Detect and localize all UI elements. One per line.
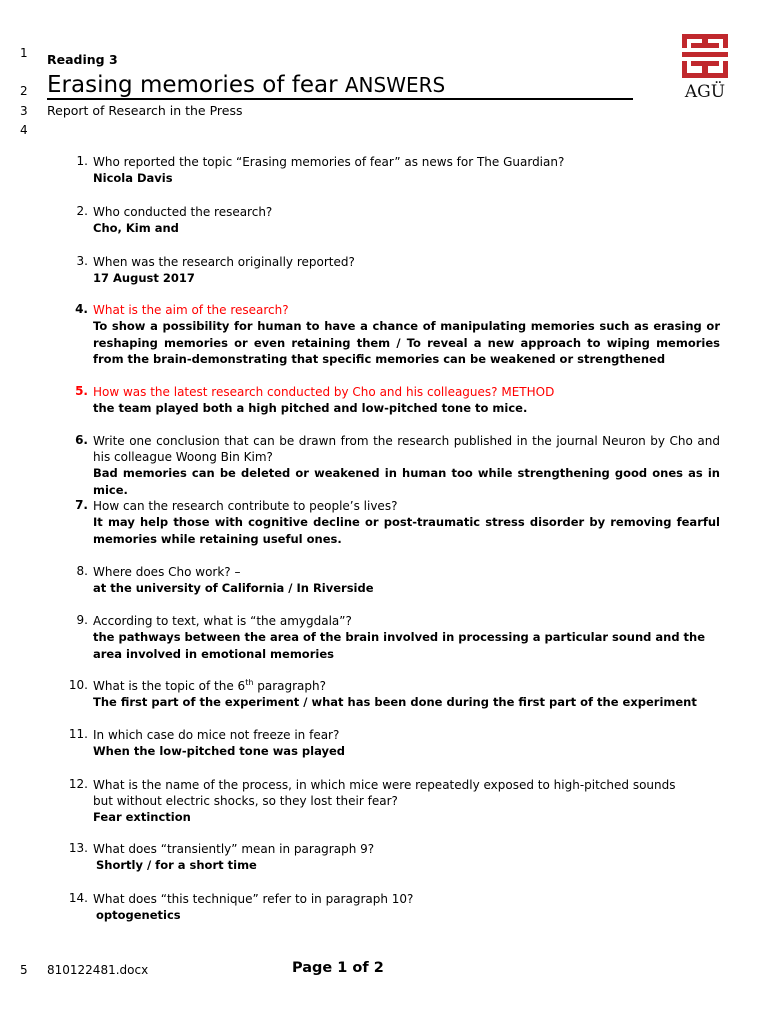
- question-number: 1.: [76, 154, 88, 168]
- question-text: What is the name of the process, in which mice were repeatedly exposed to high-pitched sounds but without electric shocks, so they lost their fear?: [93, 778, 676, 808]
- answer-text: When the low-pitched tone was played: [93, 744, 346, 758]
- logo-text: AGÜ: [684, 82, 726, 102]
- line-number-2: 2: [20, 84, 28, 98]
- question-number: 2.: [76, 204, 88, 218]
- question-text: Who conducted the research?: [93, 205, 273, 219]
- answer-text: the pathways between the area of the brain involved in processing a particular sound and the area involved in emotional memories: [93, 630, 706, 661]
- question-8: [60, 564, 720, 597]
- question-4: [60, 302, 720, 368]
- question-text: When was the research originally reported?: [93, 255, 355, 269]
- question-number: 5.: [75, 384, 88, 398]
- title-answers: ANSWERS: [344, 73, 446, 97]
- answer-text: Nicola Davis: [93, 171, 173, 185]
- answer-text: It may help those with cognitive decline or post-traumatic stress disorder by removing fearful memories while retaining useful ones.: [93, 515, 720, 546]
- question-text-part: paragraph?: [253, 679, 326, 693]
- question-1: [60, 154, 720, 187]
- line-number-1: 1: [20, 46, 28, 60]
- question-9: [60, 613, 720, 662]
- question-number: 8.: [76, 564, 88, 578]
- question-2: [60, 204, 720, 237]
- footer-filename: 810122481.docx: [47, 963, 149, 977]
- question-text: Who reported the topic “Erasing memories of fear” as news for The Guardian?: [93, 155, 565, 169]
- question-text: Where does Cho work? –: [93, 565, 241, 579]
- question-number: 10.: [68, 678, 88, 692]
- subtitle: Report of Research in the Press: [47, 103, 243, 118]
- title-main: Erasing memories of fear: [47, 72, 338, 98]
- question-text: What is the aim of the research?: [93, 303, 289, 317]
- question-5: [60, 384, 720, 417]
- question-text: What does “transiently” mean in paragraph 9?: [93, 842, 375, 856]
- question-text: How can the research contribute to people’s lives?: [93, 499, 398, 513]
- answer-text: The first part of the experiment / what has been done during the first part of the experiment: [93, 695, 697, 709]
- question-number: 6.: [75, 433, 88, 447]
- ordinal-superscript: th: [245, 678, 254, 687]
- question-12: [60, 777, 720, 826]
- question-number: 9.: [76, 613, 88, 627]
- agu-logo: [680, 32, 730, 102]
- answer-text: optogenetics: [96, 908, 181, 922]
- question-text-part: What is the topic of the 6: [93, 679, 246, 693]
- question-text: [93, 678, 720, 694]
- question-text: What does “this technique” refer to in paragraph 10?: [93, 892, 414, 906]
- question-10: [60, 678, 720, 711]
- answer-text: Shortly / for a short time: [96, 858, 257, 872]
- question-number: 14.: [68, 891, 88, 905]
- footer-page-number: [292, 960, 384, 976]
- question-13: [60, 841, 720, 874]
- answer-text: Cho, Kim and: [93, 221, 179, 235]
- line-number-4: 4: [20, 123, 28, 137]
- question-text: According to text, what is “the amygdala”?: [93, 614, 352, 628]
- question-number: 3.: [76, 254, 88, 268]
- answer-text: Bad memories can be deleted or weakened in human too while strengthening good ones as in mice.: [93, 466, 720, 497]
- answer-text: To show a possibility for human to have a chance of manipulating memories such as erasing or reshaping memories or even retaining them / To reveal a new approach to wiping memories from the brain-demonstrating that specific memories can be weakened or strengthened: [93, 319, 720, 366]
- question-number: 11.: [68, 727, 88, 741]
- agu-logo-mark: [680, 32, 730, 80]
- answer-text: 17 August 2017: [93, 271, 195, 285]
- answer-text: at the university of California / In Riverside: [93, 581, 374, 595]
- question-7: [60, 498, 720, 547]
- question-text: In which case do mice not freeze in fear?: [93, 728, 340, 742]
- question-number: 7.: [75, 498, 88, 512]
- answer-text: the team played both a high pitched and low-pitched tone to mice.: [93, 401, 528, 415]
- question-3: [60, 254, 720, 287]
- question-number: 12.: [68, 777, 88, 791]
- question-14: [60, 891, 720, 924]
- page-title: [47, 72, 633, 100]
- question-number: 13.: [68, 841, 88, 855]
- line-number-5: 5: [20, 963, 28, 977]
- question-11: [60, 727, 720, 760]
- question-text: Write one conclusion that can be drawn from the research published in the journal Neuron by Cho and his colleague Woong Bin Kim?: [93, 434, 720, 464]
- line-number-3: 3: [20, 104, 28, 118]
- question-text: How was the latest research conducted by Cho and his colleagues? METHOD: [93, 385, 555, 399]
- page-indicator: Page 1 of 2: [292, 960, 384, 976]
- question-number: 4.: [75, 302, 88, 316]
- question-6: [60, 433, 720, 498]
- reading-label: Reading 3: [47, 52, 118, 67]
- answer-text: Fear extinction: [93, 810, 191, 824]
